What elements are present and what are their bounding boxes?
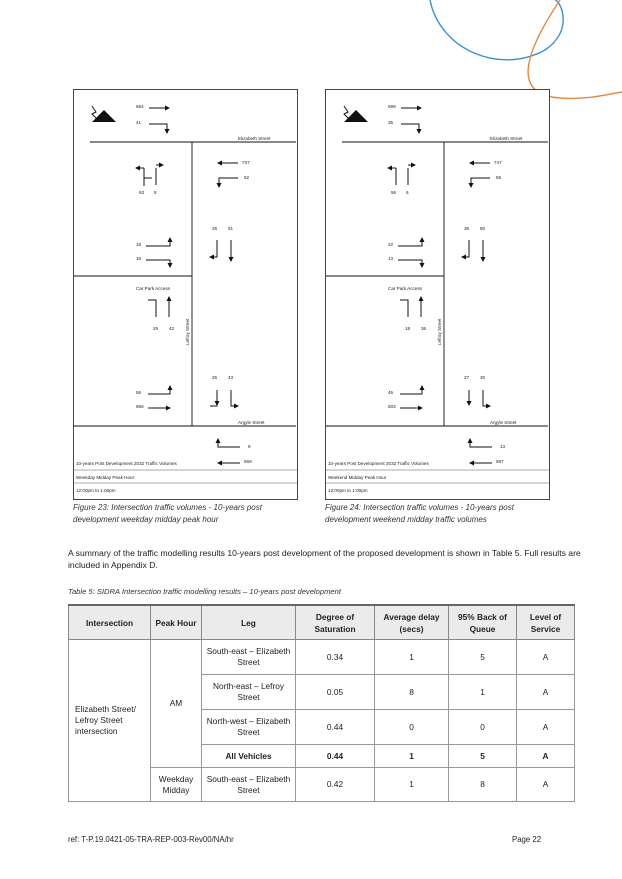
volume-label: 30 xyxy=(480,375,486,380)
los-cell: A xyxy=(517,768,575,802)
street-label-carpark: Car Park Access xyxy=(388,286,422,291)
figure-23-linework xyxy=(74,90,297,499)
volume-label: 36 xyxy=(464,226,470,231)
delay-cell: 0 xyxy=(375,710,449,745)
volume-label: 22 xyxy=(388,242,394,247)
header-average-delay: Average delay (secs) xyxy=(375,605,449,640)
street-label-carpark: Car Park Access xyxy=(136,286,170,291)
volume-label: 58 xyxy=(496,175,502,180)
figure-title-line3: 12:00pm to 1:00pm xyxy=(76,488,116,493)
volume-label: 16 xyxy=(136,256,142,261)
volume-label: 747 xyxy=(494,160,502,165)
results-table xyxy=(68,604,575,802)
los-cell: A xyxy=(517,745,575,768)
figure-23-caption: Figure 23: Intersection traffic volumes - 10-years post development weekday midday peak hour xyxy=(73,503,262,524)
volume-label: 25 xyxy=(212,226,218,231)
volume-label: 45 xyxy=(388,390,394,395)
volume-label: 36 xyxy=(421,326,427,331)
volume-label: 56 xyxy=(391,190,397,195)
intersection-cell: Elizabeth Street/ Lefroy Street intersection xyxy=(69,640,151,802)
volume-label: 13 xyxy=(388,256,394,261)
figure-24-caption: Figure 24: Intersection traffic volumes - 10-years post development weekend midday traffic volumes xyxy=(325,503,514,524)
volume-label: 18 xyxy=(405,326,411,331)
header-peak-hour: Peak Hour xyxy=(151,605,202,640)
peak-hour-cell: Weekday Midday xyxy=(151,768,202,802)
queue-cell: 1 xyxy=(449,675,517,710)
dos-cell: 0.34 xyxy=(296,640,375,675)
volume-label: 737 xyxy=(242,160,250,165)
queue-cell: 5 xyxy=(449,640,517,675)
north-arrow-icon xyxy=(92,106,116,122)
street-label-elizabeth: Elizabeth Street xyxy=(238,136,271,141)
street-label-argyle: Argyle Street xyxy=(490,420,517,425)
los-cell: A xyxy=(517,640,575,675)
volume-label: 18 xyxy=(136,242,142,247)
dos-cell: 0.44 xyxy=(296,745,375,768)
volume-label: 5 xyxy=(154,190,157,195)
street-label-lefroy: Lefroy Street xyxy=(185,318,190,345)
leg-cell: All Vehicles xyxy=(202,745,296,768)
volume-label: 9 xyxy=(248,444,251,449)
delay-cell: 8 xyxy=(375,675,449,710)
volume-label: 35 xyxy=(388,120,394,125)
volume-label: 13 xyxy=(500,444,506,449)
figure-title-line2: Weekday Midday Peak Hour xyxy=(76,475,135,480)
north-arrow-icon xyxy=(344,106,368,122)
volume-label: 41 xyxy=(136,120,142,125)
los-cell: A xyxy=(517,710,575,745)
delay-cell: 1 xyxy=(375,640,449,675)
volume-label: 25 xyxy=(212,375,218,380)
leg-cell: South-east – Elizabeth Street xyxy=(202,768,296,802)
volume-label: 61 xyxy=(228,226,234,231)
footer-page-number: Page 22 xyxy=(512,835,542,844)
figure-title-line2: Weekend Midday Peak Hour xyxy=(328,475,387,480)
table-row xyxy=(69,640,575,675)
delay-cell: 1 xyxy=(375,768,449,802)
street-label-elizabeth: Elizabeth Street xyxy=(490,136,523,141)
figure-23-diagram xyxy=(73,89,298,500)
table-header-row xyxy=(69,605,575,640)
delay-cell: 1 xyxy=(375,745,449,768)
queue-cell: 0 xyxy=(449,710,517,745)
volume-label: 42 xyxy=(169,326,175,331)
leg-cell: North-west – Elizabeth Street xyxy=(202,710,296,745)
header-leg: Leg xyxy=(202,605,296,640)
leg-cell: North-east – Lefroy Street xyxy=(202,675,296,710)
volume-label: 56 xyxy=(136,390,142,395)
header-degree-of-saturation: Degree of Saturation xyxy=(296,605,375,640)
figure-title-line1: 10-years Post Development 2032 Traffic Volumes xyxy=(328,461,429,466)
volume-label: 6 xyxy=(406,190,409,195)
volume-label: 63 xyxy=(139,190,145,195)
figure-24-linework xyxy=(326,90,549,499)
volume-label: 684 xyxy=(136,104,144,109)
leg-cell: South-east – Elizabeth Street xyxy=(202,640,296,675)
figure-24-diagram xyxy=(325,89,550,500)
dos-cell: 0.05 xyxy=(296,675,375,710)
los-cell: A xyxy=(517,675,575,710)
volume-label: 587 xyxy=(496,459,504,464)
figure-title-line3: 12:00pm to 1:00pm xyxy=(328,488,368,493)
footer-reference: ref: T-P.19.0421-05-TRA-REP-003-Rev00/NA/hr xyxy=(68,835,234,844)
figure-title-line1: 10-years Post Development 2032 Traffic Volumes xyxy=(76,461,177,466)
volume-label: 50 xyxy=(480,226,486,231)
dos-cell: 0.44 xyxy=(296,710,375,745)
summary-paragraph: A summary of the traffic modelling results 10-years post development of the proposed development is shown in Table 5. Full results are included in Appendix D. xyxy=(68,548,581,570)
volume-label: 699 xyxy=(388,104,396,109)
volume-label: 669 xyxy=(244,459,252,464)
volume-label: 25 xyxy=(153,326,159,331)
peak-hour-cell: AM xyxy=(151,640,202,768)
street-label-argyle: Argyle Street xyxy=(238,420,265,425)
volume-label: 666 xyxy=(136,404,144,409)
header-level-of-service: Level of Service xyxy=(517,605,575,640)
dos-cell: 0.42 xyxy=(296,768,375,802)
queue-cell: 8 xyxy=(449,768,517,802)
table-caption: Table 5: SIDRA Intersection traffic modelling results – 10-years post development xyxy=(68,587,341,596)
header-intersection: Intersection xyxy=(69,605,151,640)
header-back-of-queue: 95% Back of Queue xyxy=(449,605,517,640)
street-label-lefroy: Lefroy Street xyxy=(437,318,442,345)
volume-label: 603 xyxy=(388,404,396,409)
volume-label: 52 xyxy=(244,175,250,180)
volume-label: 43 xyxy=(228,375,234,380)
queue-cell: 5 xyxy=(449,745,517,768)
volume-label: 27 xyxy=(464,375,470,380)
